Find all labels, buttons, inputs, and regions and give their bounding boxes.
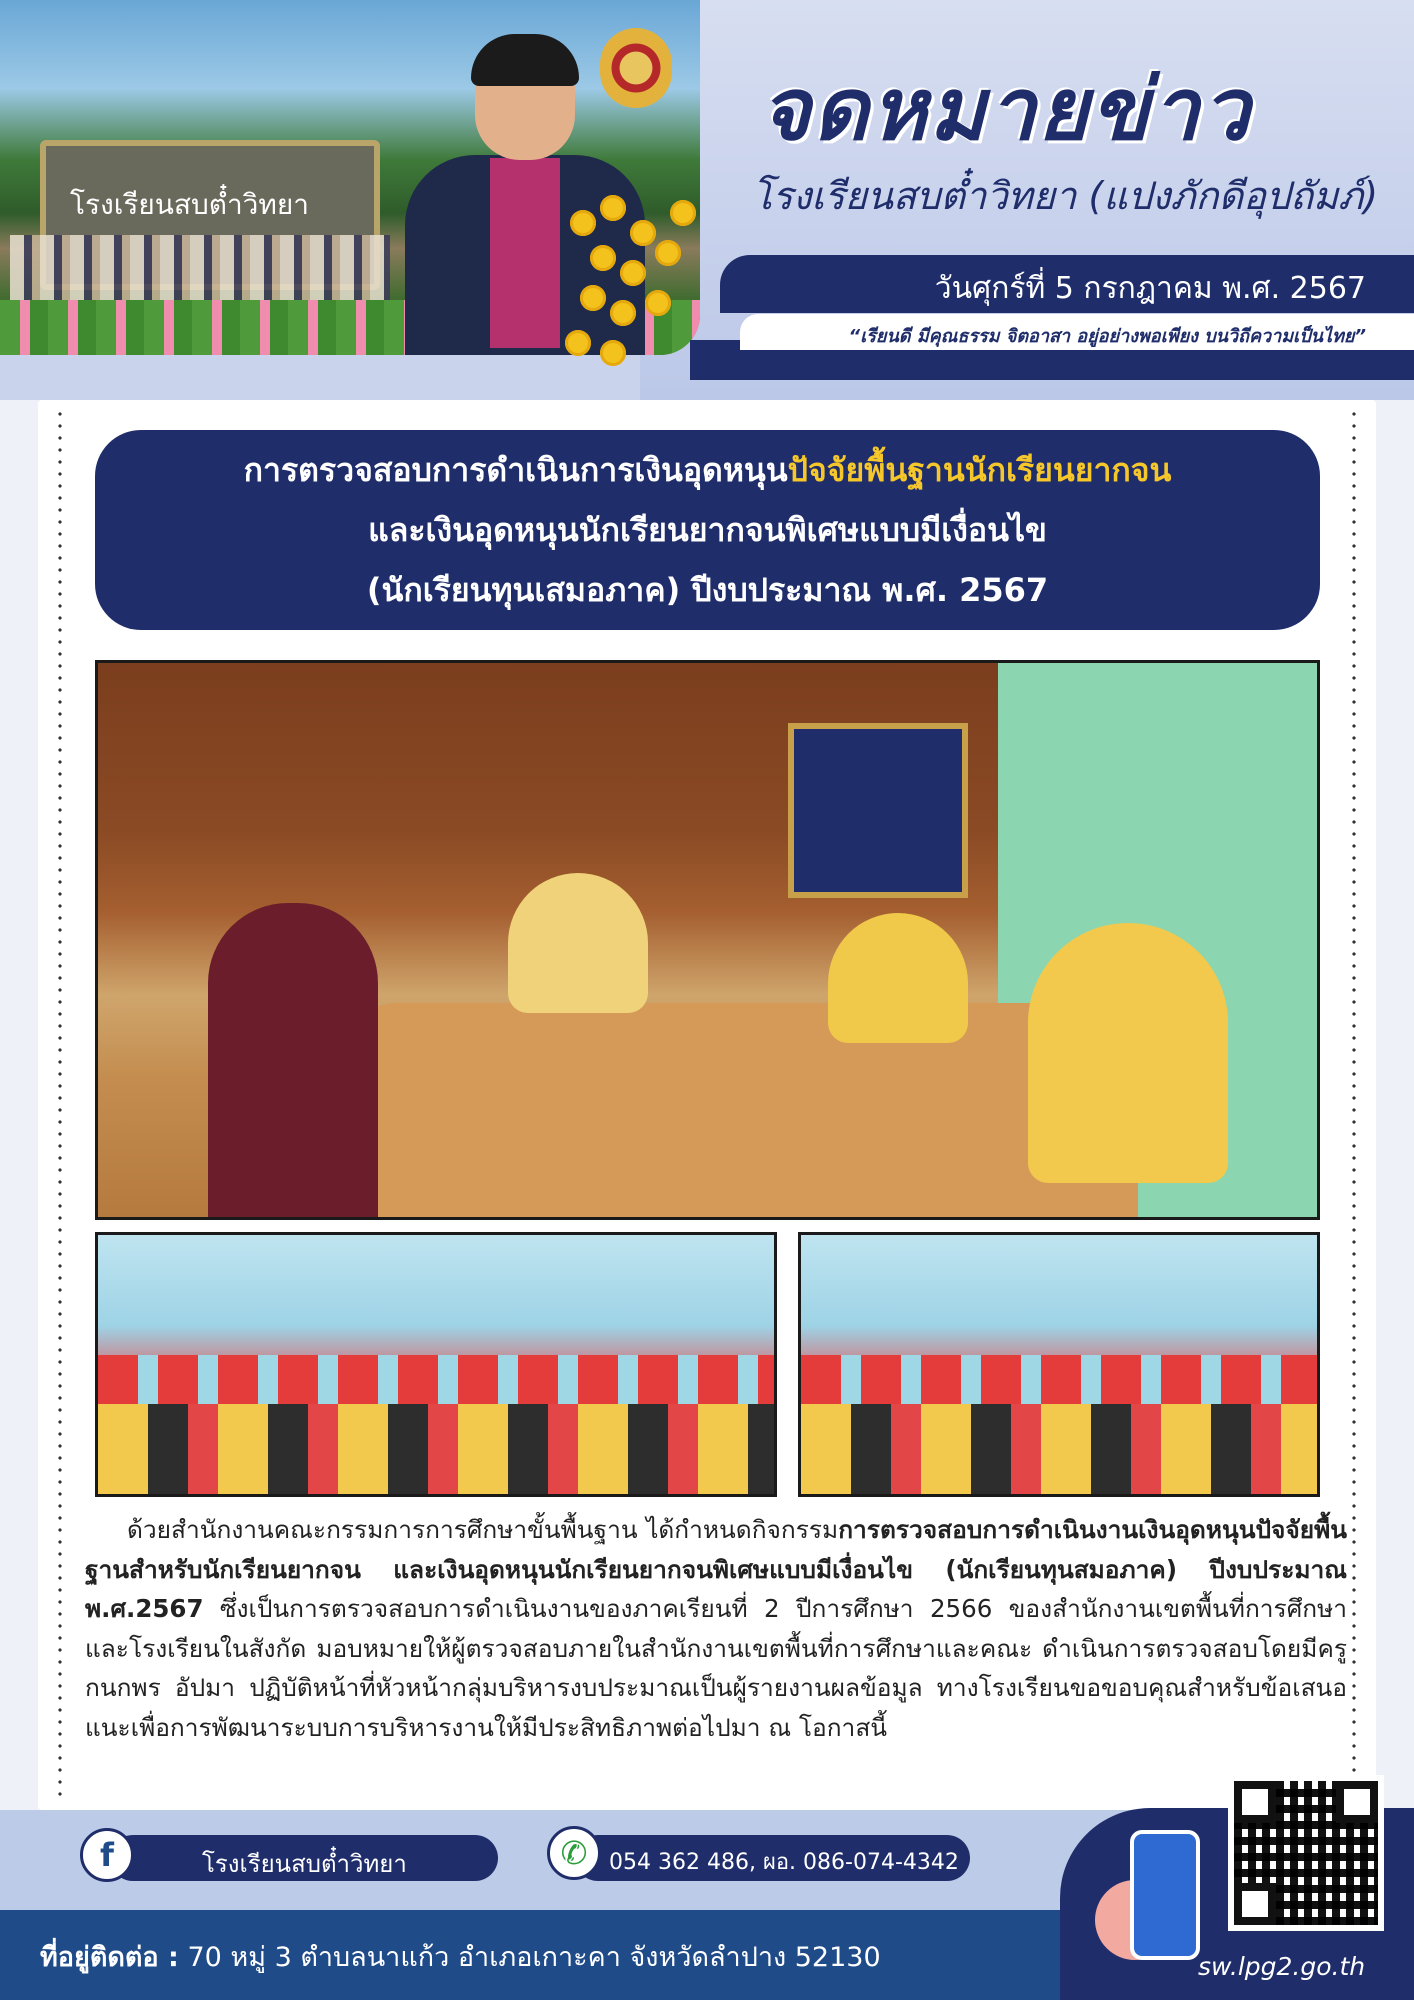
school-motto: “เรียนดี มีคุณธรรม จิตอาสา อยู่อย่างพอเพียง บนวิถีความเป็นไทย” — [848, 326, 1366, 347]
obec-logo — [600, 28, 672, 108]
contact-address — [40, 1935, 881, 1978]
dotted-border-left — [58, 408, 62, 1798]
whatsapp-icon[interactable]: ✆ — [547, 1826, 601, 1880]
website-link[interactable]: sw.lpg2.go.th — [1198, 1952, 1366, 1981]
phone-contact[interactable] — [575, 1835, 970, 1881]
golden-shower-flowers — [560, 190, 710, 390]
article-headline — [95, 430, 1320, 630]
headline-line3: (นักเรียนทุนเสมอภาค) ปีงบประมาณ พ.ศ. 2567 — [366, 571, 1049, 609]
dotted-border-right — [1352, 408, 1356, 1798]
article-body — [85, 1510, 1347, 1747]
newsletter-title: จดหมายข่าว — [760, 60, 1252, 160]
headline-line2: และเงินอุดหนุนนักเรียนยากจนพิเศษแบบมีเงื่อนไข — [368, 511, 1047, 549]
body-intro: ด้วยสำนักงานคณะกรรมการการศึกษาขั้นพื้นฐาน ได้กำหนดกิจกรรม — [127, 1515, 839, 1544]
facebook-icon[interactable]: f — [80, 1828, 134, 1882]
canteen-photo-left — [95, 1232, 777, 1497]
canteen-photo-right — [798, 1232, 1320, 1497]
body-bold: การตรวจสอบการดำเนินงานเงินอุดหนุนปัจจัยพื้นฐานสำหรับนักเรียนยากจน และเงินอุดหนุนนักเรียนยากจนพิเศษแบบมีเงื่อนไข (นักเรียนทุนสมอภาค) ปีงบประมาณ พ.ศ.2567 — [85, 1515, 1347, 1623]
notice-board — [788, 723, 968, 898]
facebook-link[interactable] — [110, 1835, 498, 1881]
phone-scan-icon — [1130, 1830, 1200, 1960]
date-bar — [720, 255, 1414, 313]
facebook-page-name[interactable]: โรงเรียนสบต๋ำวิทยา — [202, 1850, 407, 1878]
meeting-table — [338, 1003, 1138, 1220]
issue-date: วันศุกร์ที่ 5 กรกฎาคม พ.ศ. 2567 — [934, 271, 1366, 306]
qr-code[interactable] — [1228, 1775, 1384, 1931]
address-label: ที่อยู่ติดต่อ : — [40, 1942, 179, 1973]
headline-line1-highlight: ปัจจัยพื้นฐานนักเรียนยากจน — [787, 451, 1172, 489]
motto-bar — [740, 314, 1414, 350]
school-name: โรงเรียนสบต๋ำวิทยา (แปงภักดีอุปถัมภ์) — [752, 174, 1379, 218]
body-rest: ซึ่งเป็นการตรวจสอบการดำเนินงานของภาคเรียนที่ 2 ปีการศึกษา 2566 ของสำนักงานเขตพื้นที่การศึกษาและโรงเรียนในสังกัด มอบหมายให้ผู้ตรวจสอบภายในสำนักงานเขตพื้นที่การศึกษาและคณะ ดำเนินการตรวจสอบโดยมีครูกนกพร อัปมา ปฏิบัติหน้าที่หัวหน้ากลุ่มบริหารงบประมาณเป็นผู้รายงานผลข้อมูล ทางโรงเรียนขอขอบคุณสำหรับข้อเสนอแนะเพื่อการพัฒนาระบบการบริหารงานให้มีประสิทธิภาพต่อไปมา ณ โอกาสนี้ — [85, 1594, 1347, 1742]
phone-numbers[interactable]: 054 362 486, ผอ. 086-074-4342 — [609, 1850, 959, 1875]
address-text: 70 หมู่ 3 ตำบลนาแก้ว อำเภอเกาะคา จังหวัดลำปาง 52130 — [187, 1942, 881, 1973]
school-sign-text: โรงเรียนสบต๋ำวิทยา — [70, 188, 309, 221]
meeting-photo — [95, 660, 1320, 1220]
headline-line1-a: การตรวจสอบการดำเนินการเงินอุดหนุน — [243, 451, 788, 489]
